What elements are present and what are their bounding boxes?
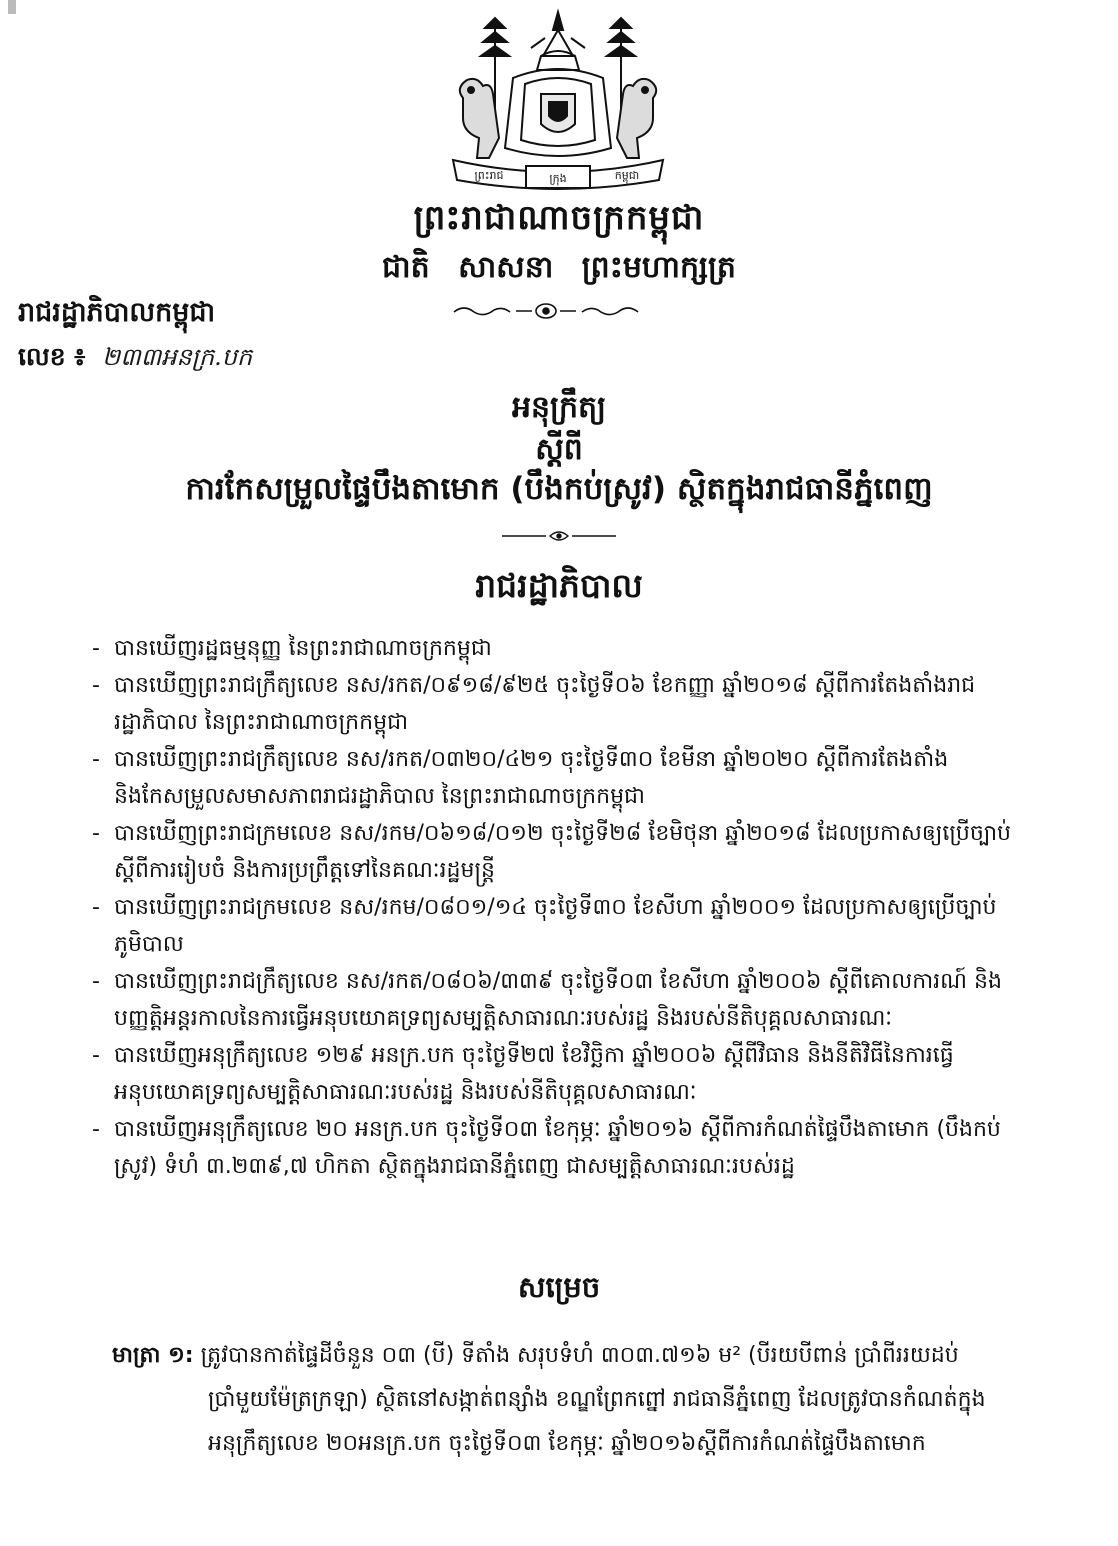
about-label: ស្តីពី [535,432,583,467]
royal-coat-of-arms [433,8,683,193]
reference-item: - បានឃើញព្រះរាជក្រមលេខ នស/រកម/០៦១៨/០១២ ចុះថ្ងៃទី២៨ ខែមិថុនា ឆ្នាំ២០១៨ ដែលប្រកាសឲ្យប្រើច្បាប់ស្តីពីការរៀបចំ និងការប្រព្រឹត្តទៅនៃគណៈរដ្ឋមន្ត្រី [92,821,1012,883]
article-label: មាត្រា ១: [112,1343,194,1368]
document-subject: ការកែសម្រួលផ្ទៃបឹងតាមោក (បឹងកប់ស្រូវ) ស្ថិតក្នុងរាជធានីភ្នំពេញ [185,471,933,507]
national-motto: ជាតិ សាសនា ព្រះមហាក្សត្រ [382,250,736,285]
article-text-continued: ប្រាំមួយម៉ែត្រក្រឡា) ស្ថិតនៅសង្កាត់ពន្សាំង ខណ្ឌព្រែកព្នៅ រាជធានីភ្នំពេញ ដែលត្រូវបានកំណត់ក្នុងអនុក្រឹត្យលេខ ២០អនក្រ.បក ចុះថ្ងៃទី០៣ ខែកុម្ភៈ ឆ្នាំ២០១៦ស្តីពីការកំណត់ផ្ទៃបឹងតាមោក [208,1387,986,1456]
crest-banner-right: កម្ពុជា [614,169,640,182]
crest-banner-center: ក្រុង [549,172,567,185]
title-divider [500,528,618,544]
document-type: អនុក្រឹត្យ [511,390,607,425]
reference-text: បានឃើញព្រះរាជក្រមលេខ នស/រកម/០៨០១/១៤ ចុះថ្ងៃទី៣០ ខែសីហា ឆ្នាំ២០០១ ដែលប្រកាសឲ្យប្រើច្បាប់ភូមិបាល [114,895,997,957]
reference-text: បានឃើញអនុក្រឹត្យលេខ ២០ អនក្រ.បក ចុះថ្ងៃទី០៣ ខែកុម្ភៈ ឆ្នាំ២០១៦ ស្តីពីការកំណត់ផ្ទៃបឹងតាមោក (បឹងកប់ស្រូវ) ទំហំ ៣.២៣៩,៧ ហិកតា ស្ថិតក្នុងរាជធានីភ្នំពេញ ជាសម្បត្តិសាធារណៈរបស់រដ្ឋ [114,1117,1001,1179]
number-label: លេខ ៖ [18,342,86,371]
crest-banner-left: ព្រះរាជ [474,169,504,182]
reference-text: បានឃើញព្រះរាជក្រឹត្យលេខ នស/រកត/០៨០៦/៣៣៩ ចុះថ្ងៃទី០៣ ខែសីហា ឆ្នាំ២០០៦ ស្តីពីគោលការណ៍ និងបញ្ញត្តិអន្តរកាលនៃការធ្វើអនុបយោគទ្រព្យសម្បត្តិសាធារណៈរបស់រដ្ឋ និងរបស់នីតិបុគ្គលសាធារណៈ [114,969,1002,1031]
reference-text: បានឃើញព្រះរាជក្រមលេខ នស/រកម/០៦១៨/០១២ ចុះថ្ងៃទី២៨ ខែមិថុនា ឆ្នាំ២០១៨ ដែលប្រកាសឲ្យប្រើច្បាប់ស្តីពីការរៀបចំ និងការប្រព្រឹត្តទៅនៃគណៈរដ្ឋមន្ត្រី [114,821,1012,883]
article-1 [112,1334,1032,1466]
document-number [18,342,252,378]
ornament-divider [446,300,646,320]
reference-item: - បានឃើញព្រះរាជក្រឹត្យលេខ នស/រកត/០៣២០/៤២១ ចុះថ្ងៃទី៣០ ខែមីនា ឆ្នាំ២០២០ ស្តីពីការតែងតាំង និងកែសម្រួលសមាសភាពរាជរដ្ឋាភិបាល នៃព្រះរាជាណាចក្រកម្ពុជា [92,747,949,809]
scan-edge-mark [8,0,16,14]
reference-text: បានឃើញរដ្ឋធម្មនុញ្ញ នៃព្រះរាជាណាចក្រកម្ពុជា [114,636,492,661]
kingdom-heading: ព្រះរាជាណាចក្រកម្ពុជា [413,198,705,238]
reference-list [92,630,1032,1185]
reference-text: បានឃើញអនុក្រឹត្យលេខ ១២៩ អនក្រ.បក ចុះថ្ងៃទី២៧ ខែវិច្ឆិកា ឆ្នាំ២០០៦ ស្តីពីវិធាន និងនីតិវិធីនៃការធ្វើអនុបយោគទ្រព្យសម្បត្តិសាធារណៈរបស់រដ្ឋ និងរបស់នីតិបុគ្គលសាធារណៈ [114,1043,954,1105]
decision-heading: សម្រេច [517,1270,601,1304]
reference-item: - បានឃើញព្រះរាជក្រឹត្យលេខ នស/រកត/០៩១៨/៩២៥ ចុះថ្ងៃទី០៦ ខែកញ្ញា ឆ្នាំ២០១៨ ស្តីពីការតែងតាំងរាជរដ្ឋាភិបាល នៃព្រះរាជាណាចក្រកម្ពុជា [92,673,976,735]
reference-item: - បានឃើញព្រះរាជក្រមលេខ នស/រកម/០៨០១/១៤ ចុះថ្ងៃទី៣០ ខែសីហា ឆ្នាំ២០០១ ដែលប្រកាសឲ្យប្រើច្បាប់ភូមិបាល [92,895,997,957]
reference-item: - បានឃើញអនុក្រឹត្យលេខ ២០ អនក្រ.បក ចុះថ្ងៃទី០៣ ខែកុម្ភៈ ឆ្នាំ២០១៦ ស្តីពីការកំណត់ផ្ទៃបឹងតាមោក (បឹងកប់ស្រូវ) ទំហំ ៣.២៣៩,៧ ហិកតា ស្ថិតក្នុងរាជធានីភ្នំពេញ ជាសម្បត្តិសាធារណៈរបស់រដ្ឋ [92,1117,1001,1179]
government-label: រាជរដ្ឋាភិបាលកម្ពុជា [18,297,216,328]
handwritten-number: ២៣៣អនក្រ.បក [102,343,253,371]
issuer-heading: រាជរដ្ឋាភិបាល [475,566,643,605]
article-text-first: ត្រូវបានកាត់ផ្ទៃដីចំនួន ០៣ (បី) ទីតាំង សរុបទំហំ ៣០៣.៧១៦ ម² (បីរយបីពាន់ ប្រាំពីររយដប់ [200,1343,959,1368]
reference-item: - បានឃើញព្រះរាជក្រឹត្យលេខ នស/រកត/០៨០៦/៣៣៩ ចុះថ្ងៃទី០៣ ខែសីហា ឆ្នាំ២០០៦ ស្តីពីគោលការណ៍ និងបញ្ញត្តិអន្តរកាលនៃការធ្វើអនុបយោគទ្រព្យសម្បត្តិសាធារណៈរបស់រដ្ឋ និងរបស់នីតិបុគ្គលសាធារណៈ [92,969,1002,1031]
reference-text: បានឃើញព្រះរាជក្រឹត្យលេខ នស/រកត/០៩១៨/៩២៥ ចុះថ្ងៃទី០៦ ខែកញ្ញា ឆ្នាំ២០១៨ ស្តីពីការតែងតាំងរាជរដ្ឋាភិបាល នៃព្រះរាជាណាចក្រកម្ពុជា [114,673,976,735]
reference-item: - បានឃើញអនុក្រឹត្យលេខ ១២៩ អនក្រ.បក ចុះថ្ងៃទី២៧ ខែវិច្ឆិកា ឆ្នាំ២០០៦ ស្តីពីវិធាន និងនីតិវិធីនៃការធ្វើអនុបយោគទ្រព្យសម្បត្តិសាធារណៈរបស់រដ្ឋ និងរបស់នីតិបុគ្គលសាធារណៈ [92,1043,954,1105]
reference-text: បានឃើញព្រះរាជក្រឹត្យលេខ នស/រកត/០៣២០/៤២១ ចុះថ្ងៃទី៣០ ខែមីនា ឆ្នាំ២០២០ ស្តីពីការតែងតាំង និងកែសម្រួលសមាសភាពរាជរដ្ឋាភិបាល នៃព្រះរាជាណាចក្រកម្ពុជា [114,747,949,809]
reference-item: - បានឃើញរដ្ឋធម្មនុញ្ញ នៃព្រះរាជាណាចក្រកម្ពុជា [92,636,492,661]
